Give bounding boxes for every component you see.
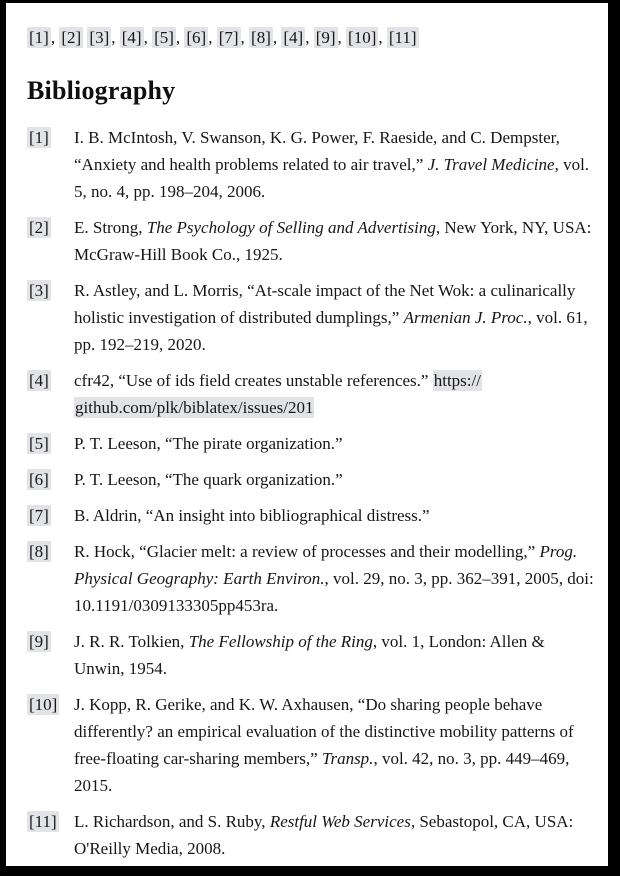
reference-title-italic: The Fellowship of the Ring — [188, 632, 373, 651]
citation-separator: , — [305, 28, 314, 47]
reference-text — [74, 214, 598, 268]
citation-link-7-6[interactable]: [7] — [218, 28, 239, 47]
reference-text-segment: P. T. Leeson, “The pirate organization.” — [74, 434, 343, 453]
citation-link-4-3[interactable]: [4] — [121, 28, 142, 47]
reference-label-column — [27, 466, 74, 493]
reference-entry-3 — [27, 277, 598, 358]
reference-title-italic: The Psychology of Selling and Advertising — [146, 218, 436, 237]
reference-title-italic: Armenian J. Proc. — [403, 308, 528, 327]
reference-text — [74, 367, 598, 421]
reference-text-segment: J. R. R. Tolkien, — [74, 632, 189, 651]
citation-separator: , — [272, 28, 282, 47]
reference-entry-1 — [27, 124, 598, 205]
reference-text-segment: B. Aldrin, “An insight into bibliographical distress.” — [74, 506, 430, 525]
citation-link-8-7[interactable]: [8] — [251, 28, 271, 47]
citation-link-10-10[interactable]: [10] — [348, 28, 377, 47]
citation-link-5-4[interactable]: [5] — [154, 28, 174, 47]
reference-label-column — [27, 430, 74, 457]
reference-text — [74, 502, 598, 529]
citation-separator: , — [240, 28, 250, 47]
citation-link-1-0[interactable]: [1] — [29, 28, 49, 47]
reference-title-italic: J. Travel Medicine — [427, 155, 555, 174]
reference-entry-9 — [27, 628, 598, 682]
reference-text-segment: I. B. McIntosh, V. Swanson, K. G. Power, F. Raeside, and C. Dempster, “Anxiety and health problems related to air travel,” — [74, 128, 560, 174]
reference-title-italic: Transp. — [321, 749, 374, 768]
reference-url-link[interactable]: github.com/plk/biblatex/issues/201 — [75, 398, 314, 417]
citation-link-4-8[interactable]: [4] — [283, 28, 304, 47]
reference-label-column — [27, 691, 74, 718]
citation-separator: , — [111, 28, 120, 47]
reference-url-link[interactable]: https:// — [433, 371, 481, 390]
reference-title-italic: Prog. Physical Geography: Earth Environ. — [74, 542, 578, 588]
reference-label-link[interactable]: [7] — [29, 506, 49, 525]
reference-text-segment: E. Strong, — [74, 218, 147, 237]
citation-separator: , — [208, 28, 217, 47]
citation-separator: , — [175, 28, 185, 47]
reference-entry-5 — [27, 430, 598, 457]
reference-label-link[interactable]: [2] — [29, 218, 49, 237]
citation-link-2-1[interactable]: [2] — [61, 28, 82, 47]
reference-entry-8 — [27, 538, 598, 619]
reference-label-column — [27, 214, 74, 241]
bibliography-heading: Bibliography — [27, 76, 176, 105]
citation-separator: , — [378, 28, 387, 47]
reference-label-link[interactable]: [11] — [29, 812, 57, 831]
citation-separator: , — [50, 28, 60, 47]
reference-label-column — [27, 277, 74, 304]
reference-label-column — [27, 628, 74, 655]
citation-separator: , — [337, 28, 347, 47]
reference-entry-6 — [27, 466, 598, 493]
reference-text-segment: , New York, NY, USA: McGraw-Hill Book Co., 1925. — [74, 218, 592, 264]
reference-label-column — [27, 367, 74, 394]
reference-text-segment: , vol. 5, no. 4, pp. 198–204, 2006. — [74, 155, 590, 201]
reference-label-column — [27, 124, 74, 151]
citation-link-6-5[interactable]: [6] — [186, 28, 207, 47]
reference-text — [74, 628, 598, 682]
reference-text-segment: L. Richardson, and S. Ruby, — [74, 812, 270, 831]
reference-label-column — [27, 502, 74, 529]
reference-text-segment: R. Hock, “Glacier melt: a review of processes and their modelling,” — [74, 542, 540, 561]
reference-text-segment: , vol. 29, no. 3, pp. 362–391, 2005, doi: 10.1191/0309133305pp453ra. — [74, 569, 594, 615]
reference-label-link[interactable]: [3] — [29, 281, 49, 300]
citation-link-11-11[interactable]: [11] — [388, 28, 417, 47]
reference-text-segment: , vol. 42, no. 3, pp. 449–469, 2015. — [74, 749, 570, 795]
reference-entry-2 — [27, 214, 598, 268]
reference-text — [74, 430, 598, 457]
reference-title-italic: Restful Web Services — [269, 812, 411, 831]
reference-label-link[interactable]: [8] — [29, 542, 49, 561]
citation-link-3-2[interactable]: [3] — [89, 28, 110, 47]
reference-entry-11 — [27, 808, 598, 862]
reference-label-link[interactable]: [10] — [29, 695, 58, 714]
reference-text — [74, 691, 598, 799]
reference-text-segment: , Sebastopol, CA, USA: O'Reilly Media, 2008. — [74, 812, 574, 858]
reference-text-segment: , vol. 1, London: Allen & Unwin, 1954. — [74, 632, 545, 678]
reference-text — [74, 466, 598, 493]
reference-text-segment: , vol. 61, pp. 192–219, 2020. — [74, 308, 588, 354]
reference-text — [74, 124, 598, 205]
reference-text — [74, 277, 598, 358]
reference-label-link[interactable]: [6] — [29, 470, 49, 489]
reference-text-segment: R. Astley, and L. Morris, “At-scale impact of the Net Wok: a culinarically holistic investigation of distributed dumplings,” — [74, 281, 576, 327]
citation-separator: , — [143, 28, 153, 47]
reference-text-segment: cfr42, “Use of ids field creates unstable references.” — [74, 371, 433, 390]
reference-label-link[interactable]: [9] — [29, 632, 49, 651]
reference-entry-7 — [27, 502, 598, 529]
citation-link-9-9[interactable]: [9] — [315, 28, 336, 47]
reference-text-segment: J. Kopp, R. Gerike, and K. W. Axhausen, “Do sharing people behave differently? an empirical evaluation of the distinctive mobility patterns of free-floating car-sharing members,” — [74, 695, 574, 768]
reference-label-column — [27, 538, 74, 565]
reference-text — [74, 808, 598, 862]
reference-entry-4 — [27, 367, 598, 421]
reference-label-column — [27, 808, 74, 835]
document-page — [6, 3, 608, 866]
reference-label-link[interactable]: [5] — [29, 434, 49, 453]
reference-label-link[interactable]: [1] — [29, 128, 49, 147]
reference-label-link[interactable]: [4] — [29, 371, 49, 390]
reference-list — [27, 124, 598, 862]
reference-text-segment: P. T. Leeson, “The quark organization.” — [74, 470, 343, 489]
inline-citation-line — [27, 27, 598, 48]
reference-text — [74, 538, 598, 619]
reference-entry-10 — [27, 691, 598, 799]
